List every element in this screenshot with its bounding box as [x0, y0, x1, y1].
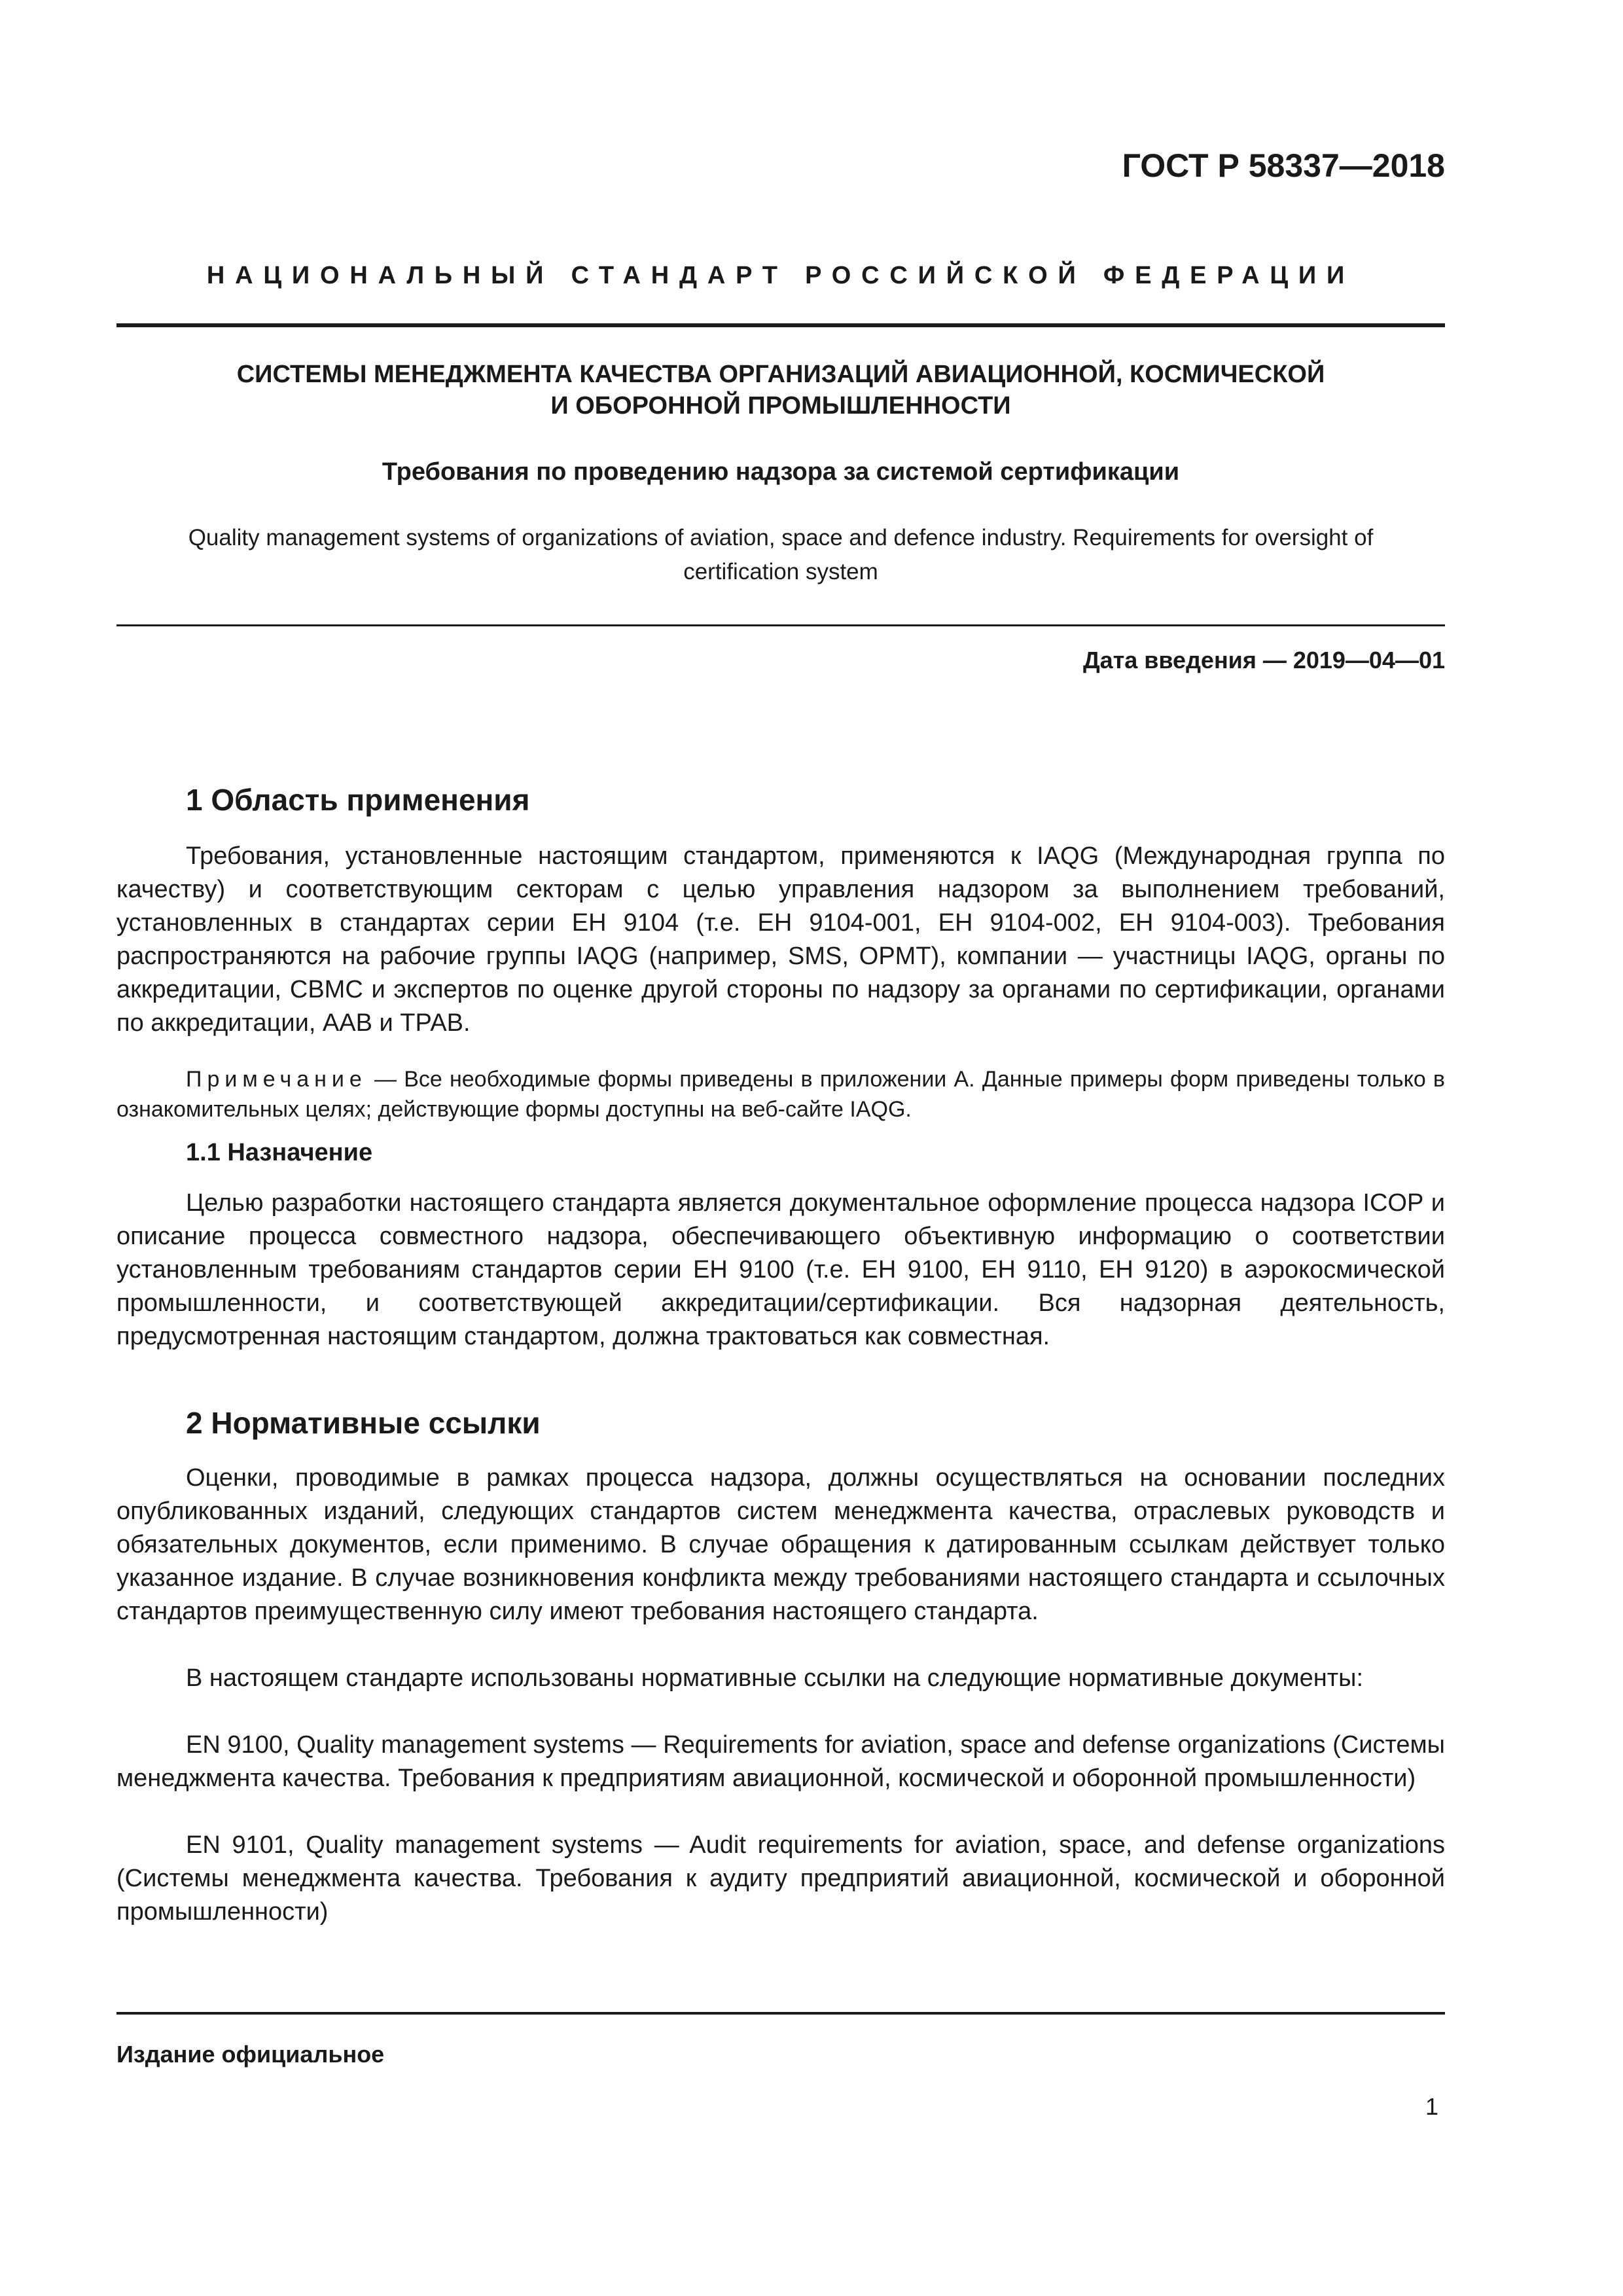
reference-en-9101: EN 9101, Quality management systems — Audit requirements for aviation, space, and defense organizations (Системы менеджмента качества. Требования к аудиту предприятий авиационной, космической и оборонной промышленности): [116, 1831, 1445, 1926]
document-subtitle: Требования по проведению надзора за системой сертификации: [382, 458, 1180, 486]
page-number: 1: [1425, 2093, 1438, 2120]
english-title-line-2: certification system: [683, 559, 878, 584]
english-title-line-1: Quality management systems of organizations of aviation, space and defence industry. Requirements for oversight of: [188, 525, 1374, 550]
title-line-1: СИСТЕМЫ МЕНЕДЖМЕНТА КАЧЕСТВА ОРГАНИЗАЦИЙ АВИАЦИОННОЙ, КОСМИЧЕСКОЙ: [236, 361, 1325, 388]
section-2-paragraph-1: Оценки, проводимые в рамках процесса надзора, должны осуществляться на основании последних опубликованных изданий, следующих стандартов систем менеджмента качества, отраслевых руководств и обязательных документов, если применимо. В случае обращения к датированным ссылкам действует только указанное издание. В случае возникновения конфликта между требованиями настоящего стандарта и ссылочных стандартов преимущественную силу имеют требования настоящего стандарта.: [116, 1464, 1445, 1625]
national-standard-banner: НАЦИОНАЛЬНЫЙ СТАНДАРТ РОССИЙСКОЙ ФЕДЕРАЦИИ: [206, 262, 1355, 289]
introduction-date: Дата введения — 2019—04—01: [1082, 647, 1445, 673]
section-1-1-paragraph: Целью разработки настоящего стандарта является документальное оформление процесса надзора ICOP и описание процесса совместного надзора, обеспечивающего объективную информацию о соответствии установленным требованиям стандартов серии ЕН 9100 (т.е. ЕН 9100, ЕН 9110, ЕН 9120) в аэрокосмической промышленности, и соответствующей аккредитации/сертификации. Вся надзорная деятельность, предусмотренная настоящим стандартом, должна трактоваться как совместная.: [116, 1189, 1445, 1350]
document-number: ГОСТ Р 58337—2018: [1122, 147, 1445, 184]
header-divider: [116, 323, 1445, 327]
section-1-1-heading: 1.1 Назначение: [186, 1139, 373, 1166]
footer-divider: [116, 2012, 1445, 2015]
section-1-heading: 1 Область применения: [186, 783, 530, 817]
section-1-note: [116, 1064, 1445, 1124]
section-2-paragraph-2: В настоящем стандарте использованы нормативные ссылки на следующие нормативные документы:: [186, 1664, 1364, 1692]
english-title: [116, 521, 1445, 589]
edition-label: Издание официальное: [116, 2041, 385, 2068]
section-1-paragraph: Требования, установленные настоящим стандартом, применяются к IAQG (Международная группа по качеству) и соответствующим секторам с целью управления надзором за выполнением требований, установленных в стандартах серии ЕН 9104 (т.е. ЕН 9104-001, ЕН 9104-002, ЕН 9104-003). Требования распространяются на рабочие группы IAQG (например, SMS, OPMT), компании — участницы IAQG, органы по аккредитации, СВМС и экспертов по оценке другой стороны по надзору за органами по сертификации, органами по аккредитации, ААВ и ТРАВ.: [116, 842, 1445, 1037]
note-text: — Все необходимые формы приведены в приложении А. Данные примеры форм приведены только в ознакомительных целях; действующие формы доступны на веб-сайте IAQG.: [116, 1067, 1445, 1122]
section-2-heading: 2 Нормативные ссылки: [186, 1406, 541, 1440]
title-divider: [116, 624, 1445, 626]
title-line-2: И ОБОРОННОЙ ПРОМЫШЛЕННОСТИ: [550, 392, 1011, 420]
reference-en-9100: EN 9100, Quality management systems — Requirements for aviation, space and defense organizations (Системы менеджмента качества. Требования к предприятиям авиационной, космической и оборонной промышленности): [116, 1731, 1445, 1792]
note-label: Примечание: [186, 1067, 367, 1092]
document-title: [116, 359, 1445, 422]
